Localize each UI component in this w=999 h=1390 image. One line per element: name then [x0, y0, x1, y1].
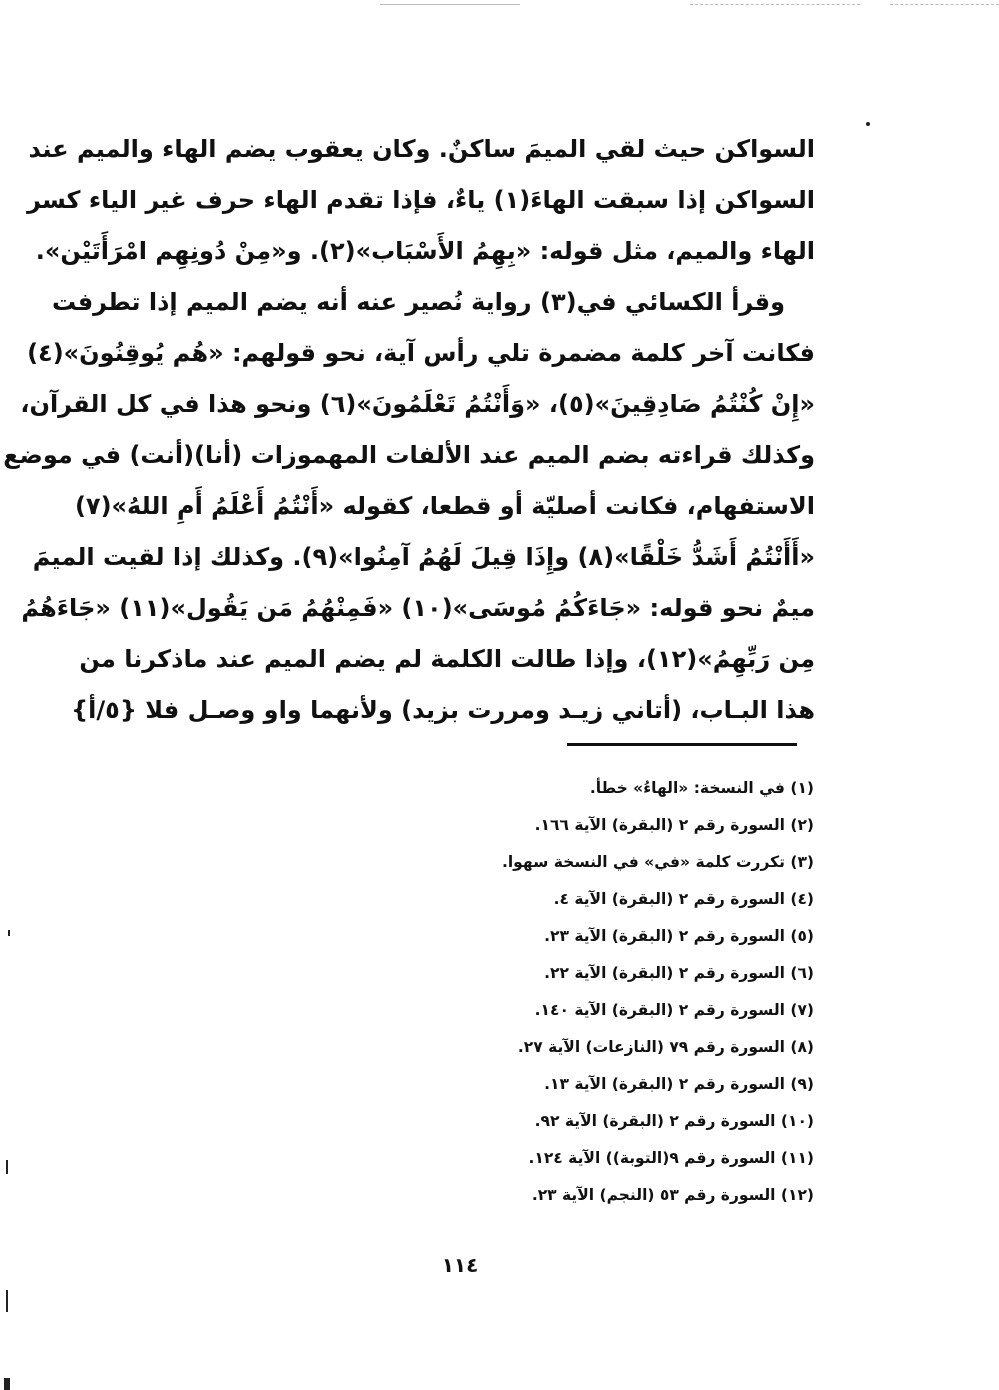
scan-speck [8, 930, 10, 936]
footnote-item: (١١) السورة رقم ٩(التوبة)) الآية ١٢٤. [528, 1149, 814, 1167]
text-line: وكذلك قراءته بضم الميم عند الألفات المهموزات (أنا)(أنت) في موضع [3, 441, 815, 469]
text-line: السواكن إذا سبقت الهاءَ(١) ياءٌ، فإذا تقدم الهاء حرف غير الياء كسر [27, 186, 815, 214]
main-text-block [3, 124, 815, 736]
footnote-item: (٤) السورة رقم ٢ (البقرة) الآية ٤. [553, 890, 814, 908]
footnote-item: (٩) السورة رقم ٢ (البقرة) الآية ١٣. [544, 1075, 814, 1093]
footnote-item: (١٠) السورة رقم ٢ (البقرة) الآية ٩٢. [534, 1112, 814, 1130]
footnotes-list [454, 770, 814, 1214]
footnote-item: (٦) السورة رقم ٢ (البقرة) الآية ٢٢. [544, 964, 814, 982]
text-line: مِن رَبِّهِمُ»(١٢)، وإذا طالت الكلمة لم يضم الميم عند ماذكرنا من [79, 645, 815, 673]
top-edge-rule [890, 4, 999, 5]
footnote-item: (٣) تكررت كلمة «في» في النسخة سهوا. [501, 853, 814, 871]
text-line: «إِنْ كُنْتُمُ صَادِقِينَ»(٥)، «وَأَنْتُمُ تَعْلَمُونَ»(٦) ونحو هذا في كل القرآن، [20, 390, 815, 418]
footnote-item: (١٢) السورة رقم ٥٣ (النجم) الآية ٢٣. [531, 1186, 814, 1204]
text-line: هذا البـاب، (أتاني زيـد ومررت بزيد) ولأنهما واو وصـل فلا {٥/أ} [71, 696, 815, 724]
page-number: ١١٤ [441, 1253, 479, 1277]
top-edge-rule [690, 4, 860, 5]
scan-speck [6, 1160, 8, 1174]
text-line: وقرأ الكسائي في(٣) رواية نُصير عنه أنه يضم الميم إذا تطرفت [52, 288, 785, 316]
footnote-separator [567, 743, 797, 746]
scan-speck [4, 1378, 10, 1390]
text-line: ميمٌ نحو قوله: «جَاءَكُمُ مُوسَى»(١٠) «فَمِنْهُمُ مَن يَقُول»(١١) «جَاءَهُمُ [21, 594, 815, 622]
text-line: الهاء والميم، مثل قوله: «بِهِمُ الأَسْبَاب»(٢). و«مِنْ دُونِهِم امْرَأَتَيْن». [35, 237, 815, 265]
footnote-item: (٥) السورة رقم ٢ (البقرة) الآية ٢٣. [544, 927, 814, 945]
footnote-item: (١) في النسخة: «الهاءُ» خطأ. [589, 779, 814, 797]
scan-speck [6, 1290, 8, 1312]
top-edge-rule [380, 4, 520, 5]
footnote-item: (٢) السورة رقم ٢ (البقرة) الآية ١٦٦. [534, 816, 814, 834]
footnote-item: (٧) السورة رقم ٢ (البقرة) الآية ١٤٠. [534, 1001, 814, 1019]
text-line: الاستفهام، فكانت أصليّة أو قطعا، كقوله «أَنْتُمُ أَعْلَمُ أَمِ اللهُ»(٧) [74, 492, 815, 520]
text-line: «أَأَنْتُمُ أَشَدُّ خَلْقًا»(٨) وإِذَا قِيلَ لَهُمُ آمِنُوا»(٩). وكذلك إذا لقيت الميمَ [32, 543, 815, 571]
text-line: السواكن حيث لقي الميمَ ساكنٌ. وكان يعقوب يضم الهاء والميم عند [28, 135, 815, 163]
footnote-item: (٨) السورة رقم ٧٩ (النازعات) الآية ٢٧. [517, 1038, 814, 1056]
text-line: فكانت آخر كلمة مضمرة تلي رأس آية، نحو قولهم: «هُم يُوقِنُونَ»(٤) [27, 339, 815, 367]
scan-speck [866, 122, 870, 126]
